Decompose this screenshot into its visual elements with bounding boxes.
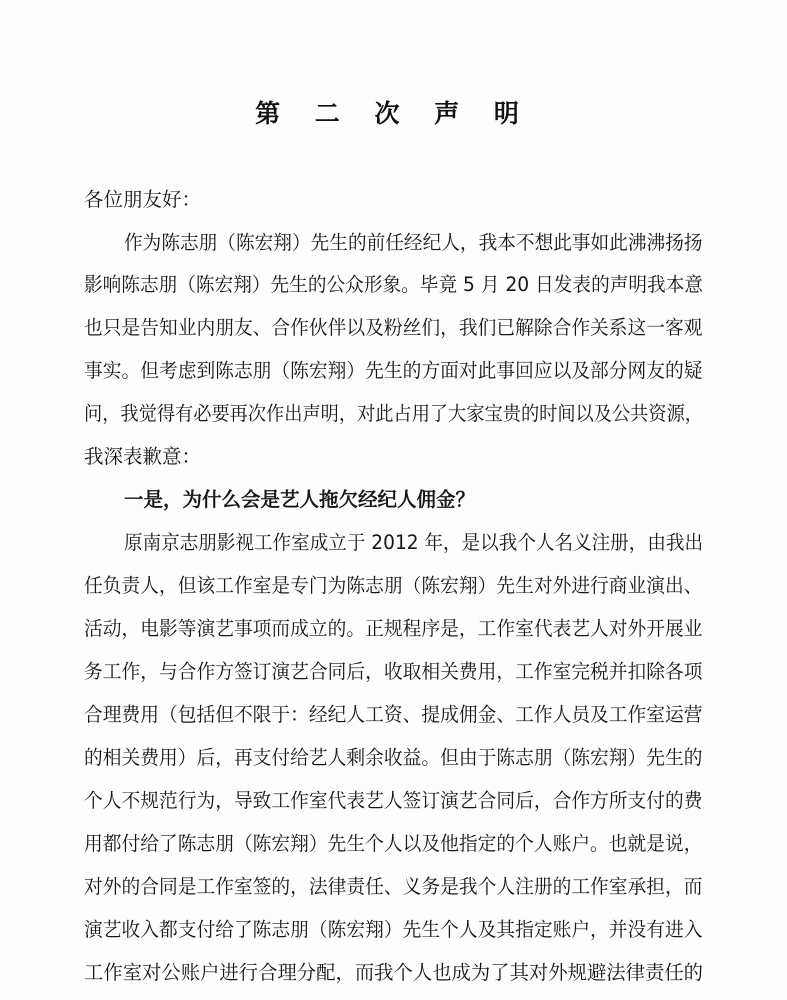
document-title: 第 二 次 声 明 xyxy=(255,99,532,128)
paragraph-line: 也只是告知业内朋友、合作伙伴以及粉丝们，我们已解除合作关系这一客观 xyxy=(84,316,703,339)
paragraph-line: 工作室对公账户进行合理分配，而我个人也成为了其对外规避法律责任的 xyxy=(84,961,704,984)
paragraph-line: 演艺收入都支付给了陈志朋（陈宏翔）先生个人及其指定账户，并没有进入 xyxy=(84,918,703,941)
paragraph-line: 个人不规范行为，导致工作室代表艺人签订演艺合同后，合作方所支付的费 xyxy=(84,789,703,812)
paragraph-line: 活动，电影等演艺事项而成立的。正规程序是，工作室代表艺人对外开展业 xyxy=(84,617,703,640)
greeting: 各位朋友好： xyxy=(84,188,202,211)
paragraph-line: 我深表歉意： xyxy=(84,445,202,468)
paragraph-line: 问，我觉得有必要再次作出声明，对此占用了大家宝贵的时间以及公共资源， xyxy=(84,402,704,425)
paragraph-line: 的相关费用）后，再支付给艺人剩余收益。但由于陈志朋（陈宏翔）先生的 xyxy=(84,746,703,769)
paragraph-line: 事实。但考虑到陈志朋（陈宏翔）先生的方面对此事回应以及部分网友的疑 xyxy=(84,359,703,382)
paragraph-line: 影响陈志朋（陈宏翔）先生的公众形象。毕竟 5 月 20 日发表的声明我本意 xyxy=(84,273,704,296)
paragraph-line: 合理费用（包括但不限于：经纪人工资、提成佣金、工作人员及工作室运营 xyxy=(84,703,703,726)
paragraph-line: 作为陈志朋（陈宏翔）先生的前任经纪人，我本不想此事如此沸沸扬扬 xyxy=(124,231,703,254)
section-heading: 一是，为什么会是艺人拖欠经纪人佣金？ xyxy=(124,488,476,511)
paragraph-line: 任负责人，但该工作室是专门为陈志朋（陈宏翔）先生对外进行商业演出、 xyxy=(84,574,703,597)
paragraph-line: 用都付给了陈志朋（陈宏翔）先生个人以及他指定的个人账户。也就是说， xyxy=(84,832,703,855)
paragraph-line: 对外的合同是工作室签的，法律责任、义务是我个人注册的工作室承担，而 xyxy=(84,875,703,898)
paragraph-line: 务工作，与合作方签订演艺合同后，收取相关费用，工作室完税并扣除各项 xyxy=(84,660,703,683)
paragraph-line: 原南京志朋影视工作室成立于 2012 年，是以我个人名义注册，由我出 xyxy=(124,531,704,554)
